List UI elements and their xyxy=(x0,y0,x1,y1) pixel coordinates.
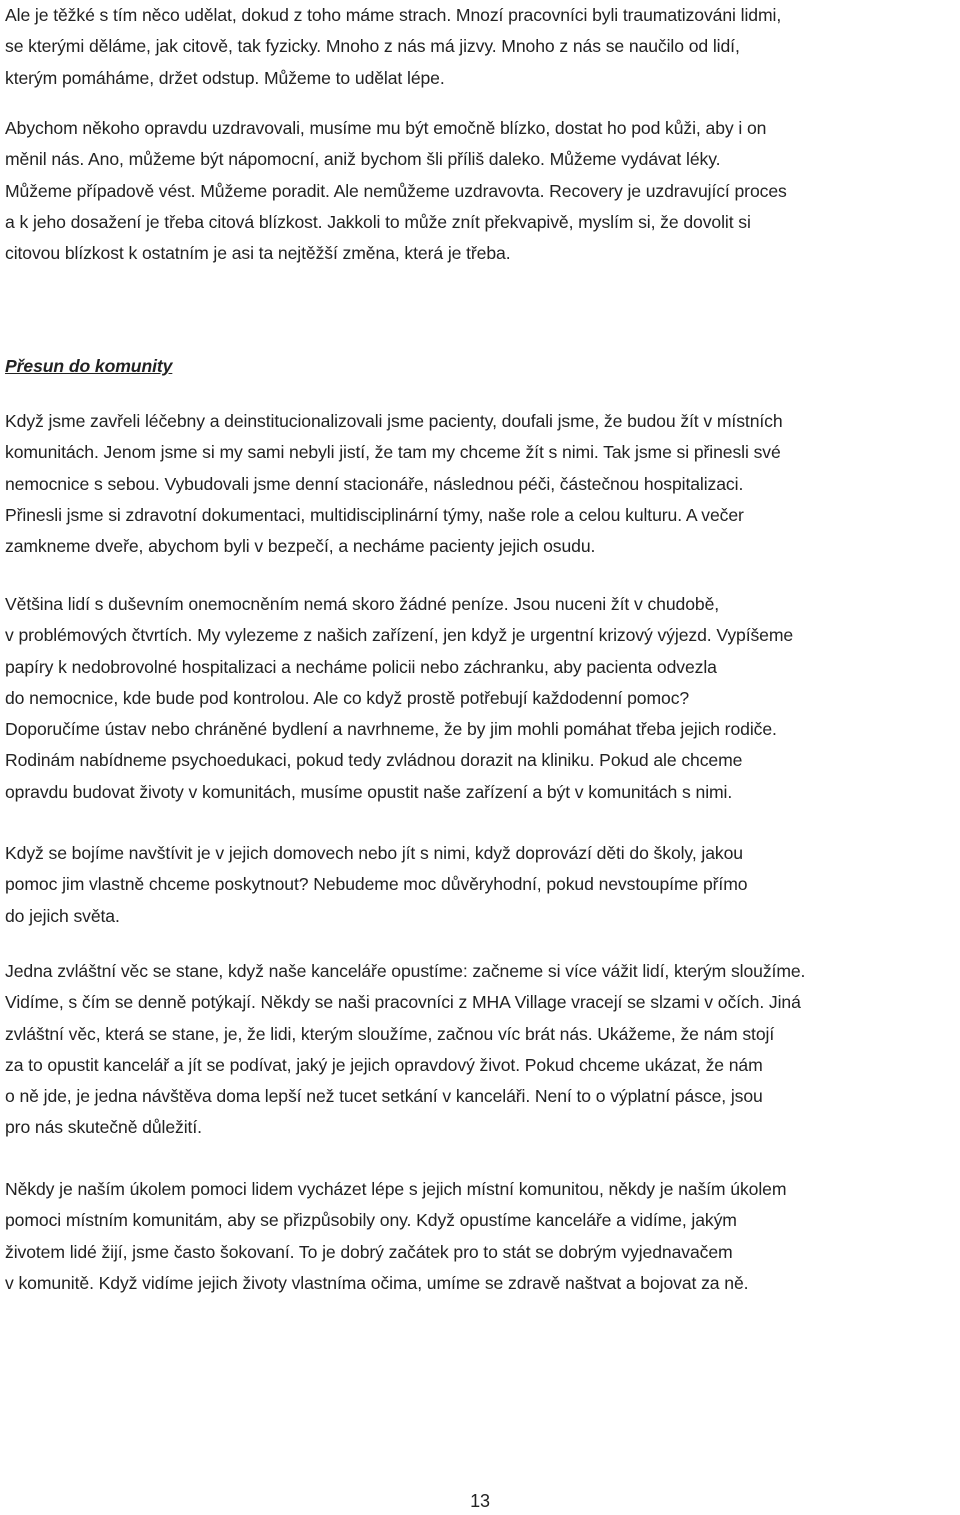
text-line: pomoci místním komunitám, aby se přizpůsobily ony. Když opustíme kanceláře a vidíme, jakým xyxy=(5,1210,737,1231)
text-line: v problémových čtvrtích. My vylezeme z našich zařízení, jen když je urgentní krizový výjezd. Vypíšeme xyxy=(5,625,794,646)
text-line: Ale je těžké s tím něco udělat, dokud z toho máme strach. Mnozí pracovníci byli traumatizováni lidmi, xyxy=(5,5,782,25)
text-line: citovou blízkost k ostatním je asi ta nejtěžší změna, která je třeba. xyxy=(5,243,511,264)
text-line: Přinesli jsme si zdravotní dokumentaci, multidisciplinární týmy, naše role a celou kulturu. A večer xyxy=(5,504,744,525)
text-line: zvláštní věc, která se stane, je, že lidi, kterým sloužíme, začnou víc brát nás. Ukážeme, že nám stojí xyxy=(5,1023,775,1044)
text-line: v komunitě. Když vidíme jejich životy vlastníma očima, umíme se zdravě naštvat a bojovat za ně. xyxy=(5,1272,749,1293)
text-line: Když jsme zavřeli léčebny a deinstitucionalizovali jsme pacienty, doufali jsme, že budou žít v místních xyxy=(5,411,783,431)
text-line: Když se bojíme navštívit je v jejich domovech nebo jít s nimi, když doprovází děti do školy, jakou xyxy=(5,843,743,863)
text-line: Někdy je naším úkolem pomoci lidem vycházet lépe s jejich místní komunitou, někdy je naším úkolem xyxy=(5,1179,787,1199)
text-line: kterým pomáháme, držet odstup. Můžeme to udělat lépe. xyxy=(5,67,445,88)
text-line: Abychom někoho opravdu uzdravovali, musíme mu být emočně blízko, dostat ho pod kůži, aby i on xyxy=(5,118,767,138)
text-line: Jedna zvláštní věc se stane, když naše kanceláře opustíme: začneme si více vážit lidí, kterým sloužíme. xyxy=(5,961,806,981)
text-line: nemocnice s sebou. Vybudovali jsme denní stacionáře, následnou péči, částečnou hospitalizaci. xyxy=(5,473,744,494)
text-line: měnil nás. Ano, můžeme být nápomocní, aniž bychom šli příliš daleko. Můžeme vydávat léky. xyxy=(5,149,721,170)
text-line: do nemocnice, kde bude pod kontrolou. Ale co když prostě potřebují každodenní pomoc? xyxy=(5,687,690,708)
text-line: pomoc jim vlastně chceme poskytnout? Nebudeme moc důvěryhodní, pokud nevstoupíme přímo xyxy=(5,874,748,895)
text-line: se kterými děláme, jak citově, tak fyzicky. Mnoho z nás má jizvy. Mnoho z nás se naučilo od lidí, xyxy=(5,36,740,57)
page-number: 13 xyxy=(470,1491,490,1511)
paragraph xyxy=(5,406,960,562)
paragraph xyxy=(5,113,960,269)
text-line: zamkneme dveře, abychom byli v bezpečí, a necháme pacienty jejich osudu. xyxy=(5,536,596,557)
text-line: o ně jde, je jedna návštěva doma lepší než tucet setkání v kanceláři. Není to o výplatní pásce, jsou xyxy=(5,1086,763,1107)
text-line: životem lidé žijí, jsme často šokovaní. To je dobrý začátek pro to stát se dobrým vyjednavačem xyxy=(5,1241,733,1262)
text-line: Většina lidí s duševním onemocněním nemá skoro žádné peníze. Jsou nuceni žít v chudobě, xyxy=(5,594,720,614)
section-heading: Přesun do komunity xyxy=(5,356,173,376)
text-line: Můžeme případově vést. Můžeme poradit. Ale nemůžeme uzdravovta. Recovery je uzdravující proces xyxy=(5,180,787,201)
paragraph xyxy=(5,1174,960,1299)
text-line: do jejich světa. xyxy=(5,905,120,926)
paragraph xyxy=(5,838,960,932)
text-line: a k jeho dosažení je třeba citová blízkost. Jakkoli to může znít překvapivě, myslím si, že dovolit si xyxy=(5,211,751,232)
text-line: opravdu budovat životy v komunitách, musíme opustit naše zařízení a být v komunitách s nimi. xyxy=(5,781,733,802)
text-line: papíry k nedobrovolné hospitalizaci a necháme policii nebo záchranku, aby pacienta odvezla xyxy=(5,656,717,677)
paragraph xyxy=(5,956,960,1144)
text-line: Doporučíme ústav nebo chráněné bydlení a navrhneme, že by jim mohli pomáhat třeba jejich rodiče. xyxy=(5,719,777,740)
text-line: Vidíme, s čím se denně potýkají. Někdy se naši pracovníci z MHA Village vracejí se slzami v očích. Jiná xyxy=(5,992,801,1013)
text-line: komunitách. Jenom jsme si my sami nebyli jistí, že tam my chceme žít s nimi. Tak jsme si přinesli své xyxy=(5,442,781,463)
paragraph xyxy=(5,0,960,94)
text-line: za to opustit kancelář a jít se podívat, jaký je jejich opravdový život. Pokud chceme ukázat, že nám xyxy=(5,1054,763,1075)
text-line: Rodinám nabídneme psychoedukaci, pokud tedy zvládnou dorazit na kliniku. Pokud ale chceme xyxy=(5,750,743,771)
paragraph xyxy=(5,589,960,808)
text-line: pro nás skutečně důležití. xyxy=(5,1117,202,1138)
